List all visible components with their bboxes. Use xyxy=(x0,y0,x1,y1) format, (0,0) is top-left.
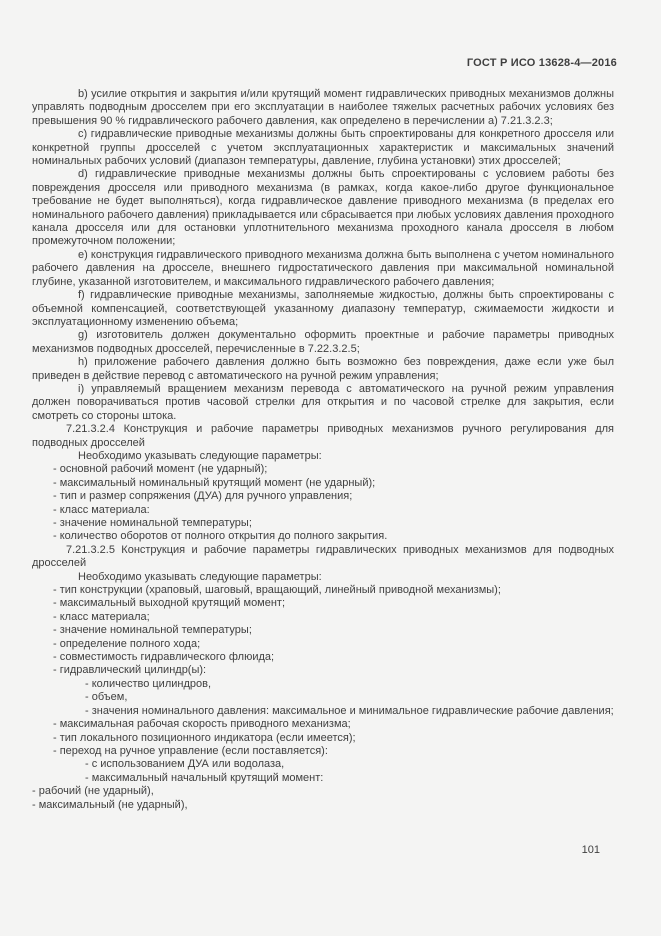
paragraph: c) гидравлические приводные механизмы должны быть спроектированы для конкретного дросселя или конкретной группы дросселей с учетом эксплуатационных характеристик и максимальных значений номинальных рабочих условий (диапазон температуры, давление, глубина установки) этих дросселей; xyxy=(32,128,614,168)
list-item: - максимальный начальный крутящий момент: xyxy=(85,771,324,784)
list-item: - значения номинального давления: максимальное и минимальное гидравлические рабочие давления; xyxy=(85,704,614,717)
list-item: - количество оборотов от полного открытия до полного закрытия. xyxy=(53,530,388,543)
document-header-code: ГОСТ Р ИСО 13628-4—2016 xyxy=(466,57,617,69)
paragraph: g) изготовитель должен документально оформить проектные и рабочие параметры приводных механизмов подводных дросселей, перечисленные в 7.22.3.2.5; xyxy=(32,329,614,355)
list-item: - максимальный выходной крутящий момент; xyxy=(53,597,286,610)
list-item: - переход на ручное управление (если поставляется): xyxy=(53,744,328,757)
list-item: - с использованием ДУА или водолаза, xyxy=(85,758,285,771)
list-item: - максимальная рабочая скорость приводного механизма; xyxy=(53,718,351,731)
list-item: - рабочий (не ударный), xyxy=(32,785,154,798)
list-item: - тип и размер сопряжения (ДУА) для ручного управления; xyxy=(53,490,353,503)
list-item: - значение номинальной температуры; xyxy=(53,517,252,529)
list-item: - тип конструкции (храповый, шаговый, вращающий, линейный приводной механизмы); xyxy=(53,584,501,597)
section-heading: 7.21.3.2.5 Конструкция и рабочие параметры гидравлических приводных механизмов для подводных дросселей xyxy=(32,543,614,570)
page-number: 101 xyxy=(581,844,600,856)
paragraph: d) гидравлические приводные механизмы должны быть спроектированы с условием работы без повреждения дросселя или приводного механизма (в рамках, когда какое-либо другое функциональное требование не будет выполняться), когда гидравлическое давление приводного механизма (в пределах его номинального рабочего давления) прикладывается или сбрасывается при любых условиях давления проходного канала дросселя или для остановки уплотнительного механизма проходного канала дросселя в любом промежуточном положении; xyxy=(32,168,614,248)
list-item: - класс материала; xyxy=(53,610,150,623)
list-item: - совместимость гидравлического флюида; xyxy=(53,651,275,664)
section-heading: 7.21.3.2.4 Конструкция и рабочие параметры приводных механизмов ручного регулирования для подводных дросселей xyxy=(32,423,614,449)
list-item: - максимальный (не ударный), xyxy=(32,798,188,811)
list-item: - тип локального позиционного индикатора (если имеется); xyxy=(53,731,356,744)
paragraph: Необходимо указывать следующие параметры: xyxy=(78,449,322,462)
list-item: - объем, xyxy=(85,691,128,704)
list-item: - максимальный номинальный крутящий момент (не ударный); xyxy=(53,476,376,489)
list-item: - количество цилиндров, xyxy=(85,677,212,690)
paragraph: b) усилие открытия и закрытия и/или крутящий момент гидравлических приводных механизмов должны управлять подводным дросселем при его эксплуатации в наиболее тяжелых расчетных рабочих условиях без превышения 90 % гидравлического рабочего давления, как определено в перечислении a) 7.21.3.2.3; xyxy=(32,88,614,127)
list-item: - гидравлический цилиндр(ы): xyxy=(53,664,207,677)
paragraph: f) гидравлические приводные механизмы, заполняемые жидкостью, должны быть спроектированы с объемной компенсацией, соответствующей указанному диапазону температур, сжимаемости жидкости и эксплуатационному изменению объема; xyxy=(32,289,614,328)
list-item: - значение номинальной температуры; xyxy=(53,624,252,637)
paragraph: Необходимо указывать следующие параметры: xyxy=(78,570,322,583)
paragraph: e) конструкция гидравлического приводного механизма должна быть выполнена с учетом номинального рабочего давления на дросселе, внешнего гидростатического давления при максимальной номинальной глубине, указанной изготовителем, и максимального гидравлического рабочего давления; xyxy=(32,248,614,288)
paragraph: h) приложение рабочего давления должно быть возможно без повреждения, даже если уже был приведен в действие перевод с автоматического на ручной режим управления; xyxy=(32,356,614,382)
list-item: - определение полного хода; xyxy=(53,637,201,650)
list-item: - класс материала: xyxy=(53,503,150,516)
list-item: - основной рабочий момент (не ударный); xyxy=(53,463,268,476)
paragraph: i) управляемый вращением механизм перевода с автоматического на ручной режим управления должен поворачиваться против часовой стрелки для открытия и по часовой стрелке для закрытия, если смотреть со стороны штока. xyxy=(32,382,614,422)
page-body xyxy=(32,88,614,812)
